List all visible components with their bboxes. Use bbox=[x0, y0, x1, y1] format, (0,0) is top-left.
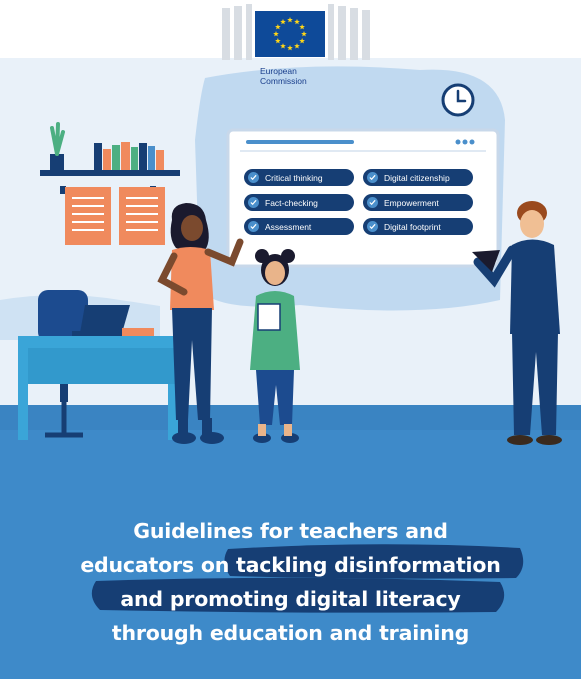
check-icon bbox=[367, 197, 378, 208]
logo-line-2: Commission bbox=[260, 76, 307, 86]
board-item-label: Assessment bbox=[265, 221, 312, 232]
board-item-digital-citizenship bbox=[363, 169, 473, 186]
check-icon bbox=[248, 221, 259, 232]
check-icon bbox=[248, 172, 259, 183]
board-item-label: Empowerment bbox=[384, 197, 439, 208]
title-line-2: educators on tackling disinformation bbox=[80, 553, 501, 577]
check-icon bbox=[367, 172, 378, 183]
board-item-fact-checking bbox=[244, 194, 354, 211]
board-item-label: Digital footprint bbox=[384, 221, 441, 232]
board-item-label: Critical thinking bbox=[265, 172, 323, 183]
check-icon bbox=[367, 221, 378, 232]
title-line-3: and promoting digital literacy bbox=[120, 587, 461, 611]
board-item-critical-thinking bbox=[244, 169, 354, 186]
document-title bbox=[0, 514, 581, 650]
clock-icon bbox=[443, 85, 473, 115]
board-item-assessment bbox=[244, 218, 354, 235]
check-icon bbox=[248, 197, 259, 208]
board-item-digital-footprint bbox=[363, 218, 473, 235]
board-item-label: Digital citizenship bbox=[384, 172, 450, 183]
logo-caption bbox=[255, 66, 325, 86]
logo-line-1: European bbox=[260, 66, 297, 76]
european-commission-logo bbox=[255, 11, 325, 86]
eu-flag-icon bbox=[255, 11, 325, 57]
title-line-1: Guidelines for teachers and bbox=[133, 519, 448, 543]
board-item-label: Fact-checking bbox=[265, 197, 318, 208]
board-item-empowerment bbox=[363, 194, 473, 211]
title-line-4: through education and training bbox=[111, 621, 470, 645]
